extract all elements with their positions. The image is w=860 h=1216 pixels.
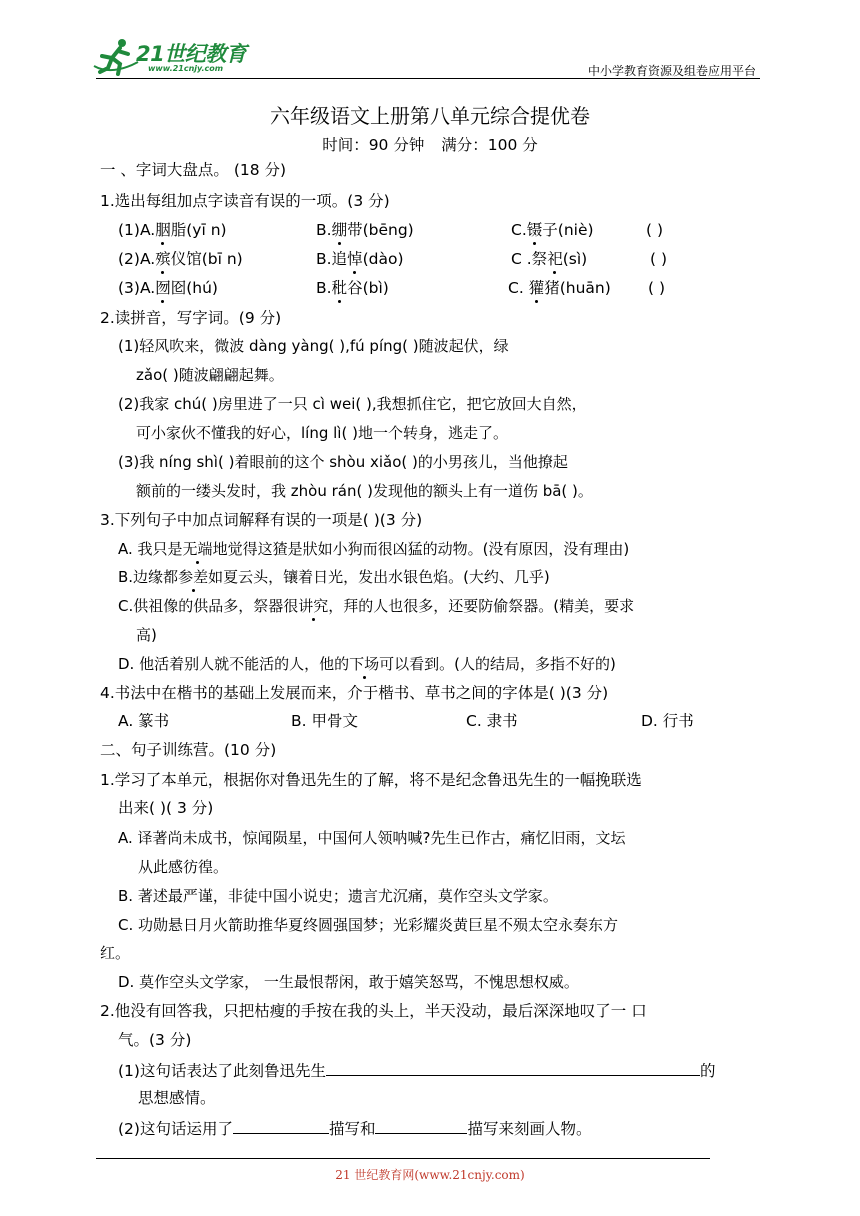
option-text: B.边缘都: [118, 568, 179, 586]
q1-row2-b: [316, 249, 404, 269]
dotted-word: 下场: [349, 655, 380, 673]
option-text: 囵(hú): [170, 279, 218, 297]
q3-stem: 3.下列句子中加点词解释有误的一项是( )(3 分): [100, 511, 423, 529]
q3-option-a: [118, 539, 629, 559]
option-text: C.供祖像的供品多，祭器很: [118, 597, 299, 615]
q1-row1-b: [316, 220, 414, 240]
option-text: 带(bēng): [347, 221, 414, 239]
p2-q2-sub2: [118, 1117, 592, 1139]
option-label: (3)A.: [118, 279, 156, 297]
q1-row1-a: [118, 220, 227, 240]
dotted-char: 胭: [155, 221, 171, 239]
runner-icon: [92, 36, 140, 76]
answer-bracket[interactable]: ( ): [648, 279, 666, 297]
dotted-word: 讲究: [298, 597, 329, 615]
p2-q1-option-d: D. 莫作空头文学家， 一生最恨帮闲，敢于嬉笑怒骂，不愧思想权威。: [118, 973, 579, 991]
p2-q2-sub1-cont: 思想感情。: [138, 1089, 216, 1107]
logo-url: www.21cnjy.com: [148, 64, 224, 73]
option-text: (dào): [362, 250, 404, 268]
sub-question-text: 描写来刻画人物。: [467, 1120, 592, 1138]
option-text: 脂(yī n): [170, 221, 227, 239]
q3-option-c: [118, 596, 634, 616]
dotted-word: 无端: [182, 540, 213, 558]
answer-blank[interactable]: [326, 1059, 700, 1076]
q1-row2-a: [118, 249, 243, 269]
option-text: 可以看到。(人的结局，多指不好的): [379, 655, 616, 673]
dotted-char: 殡: [155, 250, 171, 268]
q3-option-d: [118, 654, 616, 674]
q1-row3-b: [316, 278, 389, 298]
q4-option: B. 甲骨文: [291, 712, 358, 730]
option-text: 仪馆(bī n): [170, 250, 243, 268]
p2-q1-option-b: B. 著述最严谨，非徒中国小说史；遗言尤沉痛，莫作空头文学家。: [118, 887, 558, 905]
q2-line: (1)轻风吹来，微波 dàng yàng( ),fú píng( )随波起伏，绿: [118, 337, 509, 355]
option-label: B.追: [316, 250, 348, 268]
part1-heading: 一 、字词大盘点。 (18 分): [100, 161, 287, 179]
option-text: ，拜的人也很多，还要防偷祭器。(精美，要求: [328, 597, 635, 615]
p2-q1-option-c: C. 功勋悬日月火箭助推华夏终圆强国梦；光彩耀炎黄巨星不殒太空永奏东方: [118, 916, 619, 934]
dotted-char: 秕: [331, 279, 348, 297]
q3-option-c-cont: 高): [136, 626, 157, 644]
dotted-char: 獾: [528, 279, 545, 297]
platform-label: 中小学教育资源及组卷应用平台: [587, 64, 756, 78]
q3-option-b: [118, 567, 550, 587]
dotted-char: 悼: [347, 250, 363, 268]
option-label: (1)A.: [118, 221, 156, 239]
q1-stem: 1.选出每组加点字读音有误的一项。(3 分): [100, 192, 390, 210]
q4-stem: 4.书法中在楷书的基础上发展而来，介于楷书、草书之间的字体是( )(3 分): [100, 684, 609, 702]
option-label: C.: [511, 221, 527, 239]
part2-heading: 二、句子训练营。(10 分): [100, 741, 277, 759]
dotted-char: 祀: [547, 250, 563, 268]
q4-option: C. 隶书: [466, 712, 518, 730]
q1-row1-c: [511, 220, 594, 240]
p2-q2-sub1: [118, 1059, 715, 1081]
sub-question-text: (1)这句话表达了此刻鲁迅先生: [118, 1062, 326, 1080]
page-title: 六年级语文上册第八单元综合提优卷: [270, 104, 590, 128]
option-text: A. 我只是: [118, 540, 183, 558]
p2-q1-stem-cont: 出来( )( 3 分): [118, 799, 214, 817]
q1-row3-c: [508, 278, 611, 298]
exam-time: 时间：90 分钟: [322, 136, 425, 154]
q2-line: 可小家伙不懂我的好心，líng lì( )地一个转身，逃走了。: [136, 424, 508, 442]
site-logo: [92, 36, 272, 80]
option-text: 猪(huān): [544, 279, 611, 297]
p2-q1-option-a: A. 译著尚未成书，惊闻陨星，中国何人领呐喊?先生已作古，痛忆旧雨，文坛: [118, 829, 626, 847]
q2-line: (2)我家 chú( )房里进了一只 cì wei( ),我想抓住它，把它放回大自然，: [118, 395, 587, 413]
exam-info: [0, 133, 860, 155]
q1-row3-a: [118, 278, 218, 298]
dotted-word: 参差: [178, 568, 209, 586]
option-text: D. 他活着别人就不能活的人，他的: [118, 655, 350, 673]
p2-q1-option-a-cont: 从此感彷徨。: [138, 858, 229, 876]
sub-question-text: 的: [699, 1062, 716, 1080]
dotted-char: 绷: [331, 221, 348, 239]
dotted-char: 囫: [155, 279, 171, 297]
footer-text[interactable]: 21 世纪教育网(www.21cnjy.com): [335, 1168, 525, 1182]
option-text: 地觉得这猹是狀如小狗而很凶猛的动物。(没有原因，没有理由): [212, 540, 630, 558]
q4-option: D. 行书: [641, 712, 694, 730]
option-text: 子(niè): [542, 221, 594, 239]
p2-q1-option-c-cont: 红。: [100, 944, 131, 962]
option-text: 谷(bì): [347, 279, 389, 297]
answer-blank[interactable]: [375, 1117, 467, 1134]
q2-line: zǎo( )随波翩翩起舞。: [136, 366, 284, 384]
q1-row2-c: [511, 249, 587, 269]
q2-line: (3)我 níng shì( )着眼前的这个 shòu xiǎo( )的小男孩儿，当他撩起: [118, 453, 568, 471]
answer-bracket[interactable]: ( ): [650, 250, 668, 268]
answer-bracket[interactable]: ( ): [646, 221, 664, 239]
p2-q2-stem: 2.他没有回答我，只把枯瘦的手按在我的头上，半天没动，最后深深地叹了一 口: [100, 1002, 647, 1020]
q2-line: 额前的一缕头发时，我 zhòu rán( )发现他的额头上有一道伤 bā( )。: [136, 482, 593, 500]
option-label: (2)A.: [118, 250, 156, 268]
exam-score: 满分：100 分: [441, 136, 538, 154]
q2-stem: 2.读拼音，写字词。(9 分): [100, 309, 282, 327]
option-text: 如夏云头，镶着日光，发出水银色焰。(大约、几乎): [208, 568, 550, 586]
dotted-char: 镊: [526, 221, 543, 239]
q4-option: A. 篆书: [118, 712, 170, 730]
option-label: B.: [316, 279, 332, 297]
logo-brand: 21世纪教育: [136, 42, 247, 66]
p2-q2-stem-cont: 气。(3 分): [118, 1031, 192, 1049]
option-text: (sì): [562, 250, 588, 268]
sub-question-text: 描写和: [328, 1120, 376, 1138]
option-label: C .祭: [511, 250, 548, 268]
option-label: B.: [316, 221, 332, 239]
p2-q1-stem: 1.学习了本单元，根据你对鲁迅先生的了解，将不是纪念鲁迅先生的一幅挽联选: [100, 771, 642, 789]
option-label: C.: [508, 279, 529, 297]
header-divider: [96, 78, 760, 79]
footer-divider: [96, 1158, 710, 1159]
sub-question-text: (2)这句话运用了: [118, 1120, 233, 1138]
answer-blank[interactable]: [233, 1117, 329, 1134]
